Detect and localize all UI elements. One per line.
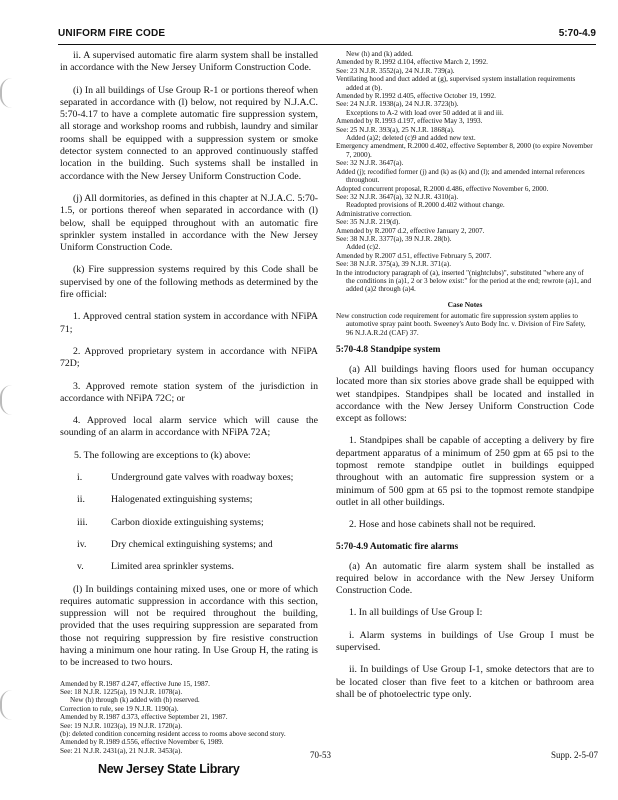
history-note: Added (a)2; deleted (c)9 and added new text. xyxy=(346,134,476,143)
history-note: Emergency amendment, R.2000 d.402, effective September 8, 2000 (to expire November 7, 2000). xyxy=(336,142,593,159)
body-paragraph: (a) An automatic fire alarm system shall be installed as required below in accordance with the New Jersey Uniform Construction Code. xyxy=(336,560,594,597)
history-note: Amended by R.2007 d.51, effective February 5, 2007. xyxy=(336,251,492,260)
history-note: See: 24 N.J.R. 1938(a), 24 N.J.R. 3723(b). xyxy=(336,100,459,109)
history-note: See: 23 N.J.R. 3552(a), 24 N.J.R. 739(a). xyxy=(336,66,455,75)
body-paragraph: 2. Approved proprietary system in accordance with NFiPA 72D; xyxy=(60,345,318,370)
history-note: In the introductory paragraph of (a), inserted "(nightclubs)", substituted "where any of the conditions in (a)1, 2 or 3 below exist:" for the period at the end; rewrote (a)1, and added (a)2 through (a)4. xyxy=(336,268,592,294)
body-paragraph: (l) In buildings containing mixed uses, one or more of which requires automatic suppression in accordance with this section, suppression will not be required throughout the building, provided that the uses requiring suppression are separated from those not requiring suppression by fire resistive construction having a minimum one hour rating. In Use Group H, the rating is to be increased to two hours. xyxy=(60,583,318,669)
exception-text: Halogenated extinguishing systems; xyxy=(111,494,253,506)
history-note: Exceptions to A-2 with load over 50 added at ii and iii. xyxy=(346,108,504,117)
right-column xyxy=(336,50,594,711)
history-note: Amended by R.1992 d.405, effective October 19, 1992. xyxy=(336,92,496,101)
body-paragraph: 1. Standpipes shall be capable of accepting a delivery by fire department apparatus of a minimum of 250 gpm at 65 psi to the topmost remote standpipe outlet in buildings equipped throughout with an automatic fire suppression system or a minimum of 500 gpm at 65 psi to the topmost remote standpipe outlet in all other buildings. xyxy=(336,435,594,508)
body-paragraph: 4. Approved local alarm service which will cause the sounding of an alarm in accordance with NFiPA 72A; xyxy=(60,415,318,439)
history-note: Amended by R.1992 d.104, effective March 2, 1992. xyxy=(336,58,488,67)
history-note: See: 32 N.J.R. 3647(a), 32 N.J.R. 4310(a). xyxy=(336,192,459,201)
history-note: New (h) and (k) added. xyxy=(346,50,413,58)
body-paragraph: (j) All dormitories, as defined in this chapter at N.J.A.C. 5:70-1.5, or portions thereof when separated in accordance with (l) below, shall be equipped throughout with an automatic fire sprinkler system installed in accordance with the New Jersey Uniform Construction Code. xyxy=(60,192,318,254)
history-note: See: 25 N.J.R. 393(a), 25 N.J.R. 1868(a). xyxy=(336,125,455,134)
exception-item xyxy=(77,517,318,529)
history-note: Added (j); recodified former (j) and (k) as (k) and (l); and amended internal references throughout. xyxy=(336,167,585,185)
history-note: Correction to rule, see 19 N.J.R. 1190(a). xyxy=(60,704,179,713)
body-paragraph: 5. The following are exceptions to (k) above: xyxy=(74,449,251,461)
body-paragraph: 1. In all buildings of Use Group I: xyxy=(349,607,483,619)
body-paragraph: 1. Approved central station system in accordance with NFiPA 71; xyxy=(60,311,318,335)
supplement-date: Supp. 2-5-07 xyxy=(551,750,598,760)
exception-item xyxy=(77,561,318,573)
history-note: See: 38 N.J.R. 375(a), 39 N.J.R. 371(a). xyxy=(336,260,451,269)
history-note: (b): deleted condition concerning resident access to rooms above second story. xyxy=(60,730,286,739)
header-section: 5:70-4.9 xyxy=(558,28,596,39)
exception-item xyxy=(77,472,318,484)
library-watermark: New Jersey State Library xyxy=(98,762,240,776)
left-column xyxy=(60,50,318,755)
history-note: Amended by R.2007 d.2, effective January 2, 2007. xyxy=(336,226,485,235)
history-note: See: 32 N.J.R. 3647(a). xyxy=(336,159,404,168)
body-paragraph: (k) Fire suppression systems required by this Code shall be supervised by one of the following methods as determined by the fire official: xyxy=(60,264,318,301)
history-note: Readopted provisions of R.2000 d.402 without change. xyxy=(346,201,505,210)
body-paragraph: i. Alarm systems in buildings of Use Group I must be supervised. xyxy=(336,629,594,654)
running-header xyxy=(58,22,596,46)
spacer xyxy=(336,337,594,345)
body-paragraph: (i) In all buildings of Use Group R-1 or portions thereof when separated in accordance with (l) below, not required by N.J.A.C. 5:70-4.17 to have a complete automatic fire suppression system, all storage and workshop rooms and rubbish, laundry and similar rooms shall be equipped with a suppression system or smoke detector system connected to an approved continuously staffed location in the building. Such systems shall be installed in accordance with the New Jersey Uniform Construction Code. xyxy=(60,84,318,182)
exception-item xyxy=(77,539,318,551)
binder-hole-mark xyxy=(0,78,24,108)
history-note: Amended by R.1987 d.373, effective September 21, 1987. xyxy=(60,713,228,722)
exception-text: Underground gate valves with roadway boxes; xyxy=(111,472,294,484)
case-notes-heading: Case Notes xyxy=(447,299,483,309)
history-note: See: 18 N.J.R. 1225(a), 19 N.J.R. 1078(a). xyxy=(60,687,183,696)
exception-item xyxy=(77,494,318,506)
binder-hole-mark xyxy=(0,690,24,720)
history-note: See: 19 N.J.R. 1023(a), 19 N.J.R. 1720(a). xyxy=(60,721,183,730)
exception-text: Limited area sprinkler systems. xyxy=(111,561,234,573)
history-note: See: 38 N.J.R. 3377(a), 39 N.J.R. 28(b). xyxy=(336,234,452,243)
exception-marker: ii. xyxy=(77,494,85,506)
exception-marker: v. xyxy=(77,561,84,573)
history-note: Ventilating hood and duct added at (g), supervised system installation requirements added at (b). xyxy=(336,75,576,92)
history-note: See: 21 N.J.R. 2431(a), 21 N.J.R. 3453(a). xyxy=(60,746,183,755)
history-note: Administrative correction. xyxy=(336,209,412,218)
history-note: Amended by R.1989 d.556, effective November 6, 1989. xyxy=(60,738,224,747)
body-paragraph: (a) All buildings having floors used for human occupancy located more than six stories above grade shall be equipped with wet standpipes. Standpipes shall be located and installed in accordance with the New Jersey Uniform Construction Code except as follows: xyxy=(336,364,594,425)
binder-hole-mark xyxy=(0,385,24,415)
body-paragraph: 3. Approved remote station system of the jurisdiction in accordance with NFiPA 72C; or xyxy=(60,380,318,404)
header-title: UNIFORM FIRE CODE xyxy=(58,28,166,39)
section-heading: 5:70-4.9 Automatic fire alarms xyxy=(336,541,459,552)
history-note: Amended by R.1987 d.247, effective June 15, 1987. xyxy=(60,679,210,688)
history-note: See: 35 N.J.R. 219(d). xyxy=(336,218,401,227)
history-note: Adopted concurrent proposal, R.2000 d.486, effective November 6, 2000. xyxy=(336,184,549,193)
exception-marker: iv. xyxy=(77,538,87,550)
history-note: Amended by R.1993 d.197, effective May 3, 1993. xyxy=(336,117,483,126)
exception-marker: i. xyxy=(77,472,83,484)
exception-text: Dry chemical extinguishing systems; and xyxy=(111,538,273,550)
page-number: 70-53 xyxy=(310,750,331,760)
exception-marker: iii. xyxy=(77,516,88,528)
body-paragraph: 2. Hose and hose cabinets shall not be required. xyxy=(349,519,536,531)
body-paragraph: ii. In buildings of Use Group I-1, smoke detectors that are to be located closer than five feet to a kitchen or bathroom area shall be of photoelectric type only. xyxy=(336,664,594,700)
history-note: Added (c)2. xyxy=(346,243,381,252)
header-rule xyxy=(58,44,596,45)
body-paragraph: ii. A supervised automatic fire alarm system shall be installed in accordance with the New Jersey Uniform Construction Code. xyxy=(60,50,318,74)
history-note: New construction code requirement for automatic fire suppression system applies to automotive spray paint booth. Sweeney's Auto Body Inc. v. Division of Fire Safety, 96 N.J.A.R.2d (CAF) 37. xyxy=(336,311,586,337)
exception-text: Carbon dioxide extinguishing systems; xyxy=(111,516,264,528)
history-note: New (h) through (k) added with (h) reserved. xyxy=(70,696,200,705)
section-heading: 5:70-4.8 Standpipe system xyxy=(336,345,441,355)
